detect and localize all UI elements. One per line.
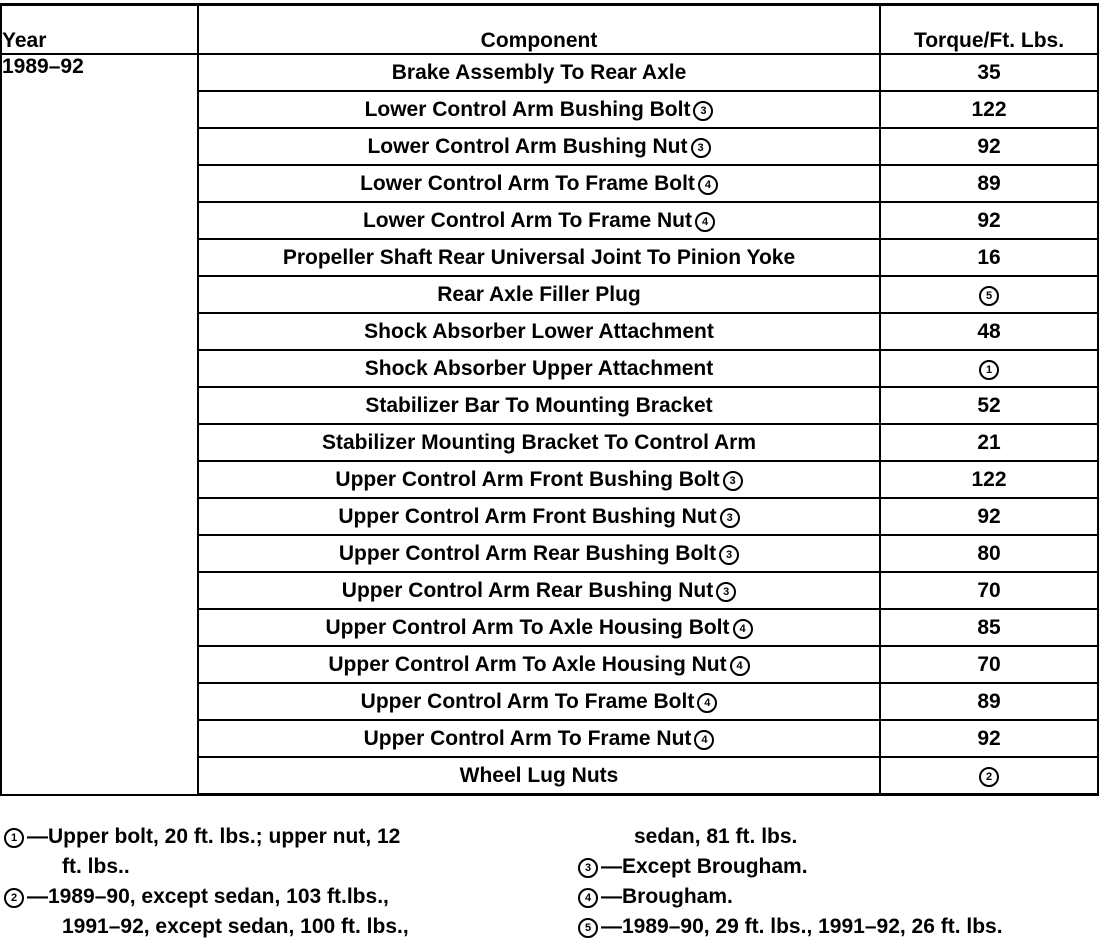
- footnote-text: —1989–90, except sedan, 103 ft.lbs.,: [27, 885, 389, 908]
- component-label: Lower Control Arm To Frame Bolt: [360, 171, 695, 195]
- footnote-text: —Upper bolt, 20 ft. lbs.; upper nut, 12: [27, 825, 401, 848]
- component-cell: [198, 757, 880, 795]
- torque-cell: [880, 683, 1098, 720]
- component-cell: [198, 572, 880, 609]
- torque-value: 89: [977, 689, 1001, 713]
- torque-value: 48: [977, 319, 1001, 343]
- torque-value: 122: [971, 467, 1007, 491]
- component-label: Upper Control Arm To Axle Housing Bolt: [325, 615, 730, 639]
- footnote-ref-icon: 3: [693, 101, 713, 121]
- component-label: Brake Assembly To Rear Axle: [391, 60, 687, 84]
- component-label: Upper Control Arm To Frame Nut: [363, 726, 692, 750]
- footnote-ref-icon: 3: [691, 138, 711, 158]
- torque-cell: [880, 461, 1098, 498]
- footnote-4: [578, 882, 733, 912]
- footnote-marker-icon: 3: [578, 858, 598, 878]
- torque-cell: [880, 646, 1098, 683]
- footnote-marker-icon: 1: [4, 828, 24, 848]
- footnote-ref-icon: 3: [719, 545, 739, 565]
- component-label: Wheel Lug Nuts: [459, 763, 619, 787]
- torque-value: 80: [977, 541, 1001, 565]
- table-header-row: [1, 5, 1098, 55]
- footnote-marker-icon: 5: [578, 918, 598, 938]
- component-label: Stabilizer Bar To Mounting Bracket: [365, 393, 713, 417]
- torque-value: 21: [977, 430, 1001, 454]
- torque-header: Torque/Ft. Lbs.: [880, 5, 1098, 55]
- torque-value: 92: [977, 726, 1001, 750]
- footnote-marker-icon: 2: [4, 888, 24, 908]
- component-label: Rear Axle Filler Plug: [437, 282, 641, 306]
- torque-value: 85: [977, 615, 1001, 639]
- footnote-marker-icon: 4: [578, 888, 598, 908]
- footnote-text: —Brougham.: [601, 885, 733, 908]
- torque-table: [0, 3, 1099, 796]
- component-cell: [198, 461, 880, 498]
- footnote-text: —Except Brougham.: [601, 855, 808, 878]
- torque-cell: [880, 572, 1098, 609]
- torque-cell: [880, 498, 1098, 535]
- component-label: Upper Control Arm Rear Bushing Bolt: [338, 541, 717, 565]
- torque-cell: [880, 757, 1098, 795]
- torque-cell: [880, 202, 1098, 239]
- table-body: [1, 54, 1098, 795]
- component-cell: [198, 239, 880, 276]
- year-header: Year: [1, 5, 198, 55]
- component-cell: [198, 54, 880, 91]
- torque-value: 70: [977, 652, 1001, 676]
- torque-cell: [880, 313, 1098, 350]
- torque-value: 92: [977, 134, 1001, 158]
- year-cell: 1989–92: [1, 54, 198, 795]
- footnote-3: [578, 852, 808, 882]
- footnotes: [0, 822, 1120, 942]
- component-label: Propeller Shaft Rear Universal Joint To Pinion Yoke: [282, 245, 796, 269]
- component-cell: [198, 387, 880, 424]
- torque-cell: [880, 276, 1098, 313]
- component-label: Stabilizer Mounting Bracket To Control Arm: [321, 430, 757, 454]
- component-cell: [198, 424, 880, 461]
- torque-cell: [880, 239, 1098, 276]
- table-row: [1, 54, 1098, 91]
- component-cell: [198, 498, 880, 535]
- footnote-1: [4, 822, 400, 852]
- torque-cell: [880, 720, 1098, 757]
- component-label: Upper Control Arm Front Bushing Bolt: [335, 467, 720, 491]
- torque-cell: [880, 609, 1098, 646]
- torque-value: 122: [971, 97, 1007, 121]
- component-cell: [198, 128, 880, 165]
- component-label: Lower Control Arm Bushing Nut: [367, 134, 688, 158]
- footnote-ref-icon: 2: [979, 767, 999, 787]
- component-label: Upper Control Arm Rear Bushing Nut: [341, 578, 714, 602]
- torque-value: 35: [977, 60, 1001, 84]
- torque-cell: [880, 350, 1098, 387]
- component-label: Shock Absorber Lower Attachment: [364, 319, 714, 343]
- component-cell: [198, 683, 880, 720]
- torque-value: 92: [977, 208, 1001, 232]
- torque-value: 16: [977, 245, 1001, 269]
- torque-cell: [880, 91, 1098, 128]
- footnote-2: [4, 882, 389, 912]
- footnote-2-end: sedan, 81 ft. lbs.: [634, 825, 798, 848]
- torque-value: 70: [977, 578, 1001, 602]
- torque-cell: [880, 128, 1098, 165]
- component-label: Upper Control Arm To Frame Bolt: [360, 689, 695, 713]
- torque-cell: [880, 535, 1098, 572]
- torque-value: 89: [977, 171, 1001, 195]
- footnote-ref-icon: 4: [697, 693, 717, 713]
- torque-value: 52: [977, 393, 1001, 417]
- torque-cell: [880, 165, 1098, 202]
- component-label: Shock Absorber Upper Attachment: [364, 356, 714, 380]
- component-cell: [198, 350, 880, 387]
- torque-cell: [880, 54, 1098, 91]
- footnote-ref-icon: 3: [720, 508, 740, 528]
- torque-cell: [880, 424, 1098, 461]
- footnote-ref-icon: 4: [695, 212, 715, 232]
- footnote-5: [578, 912, 1003, 942]
- component-cell: [198, 276, 880, 313]
- footnote-ref-icon: 4: [694, 730, 714, 750]
- torque-value: 92: [977, 504, 1001, 528]
- component-cell: [198, 609, 880, 646]
- component-cell: [198, 91, 880, 128]
- footnote-ref-icon: 3: [723, 471, 743, 491]
- torque-cell: [880, 387, 1098, 424]
- footnote-ref-icon: 4: [733, 619, 753, 639]
- component-label: Lower Control Arm Bushing Bolt: [364, 97, 691, 121]
- component-label: Upper Control Arm Front Bushing Nut: [338, 504, 717, 528]
- footnote-1-continued: ft. lbs..: [62, 855, 130, 878]
- footnote-ref-icon: 5: [979, 286, 999, 306]
- footnote-2-continued: 1991–92, except sedan, 100 ft. lbs.,: [62, 915, 409, 938]
- footnote-text: —1989–90, 29 ft. lbs., 1991–92, 26 ft. lbs.: [601, 915, 1003, 938]
- component-cell: [198, 535, 880, 572]
- footnote-ref-icon: 3: [716, 582, 736, 602]
- component-header: Component: [198, 5, 880, 55]
- footnote-ref-icon: 4: [730, 656, 750, 676]
- footnote-ref-icon: 4: [698, 175, 718, 195]
- footnote-ref-icon: 1: [979, 360, 999, 380]
- component-label: Lower Control Arm To Frame Nut: [362, 208, 692, 232]
- component-label: Upper Control Arm To Axle Housing Nut: [328, 652, 727, 676]
- component-cell: [198, 313, 880, 350]
- component-cell: [198, 646, 880, 683]
- component-cell: [198, 165, 880, 202]
- component-cell: [198, 202, 880, 239]
- component-cell: [198, 720, 880, 757]
